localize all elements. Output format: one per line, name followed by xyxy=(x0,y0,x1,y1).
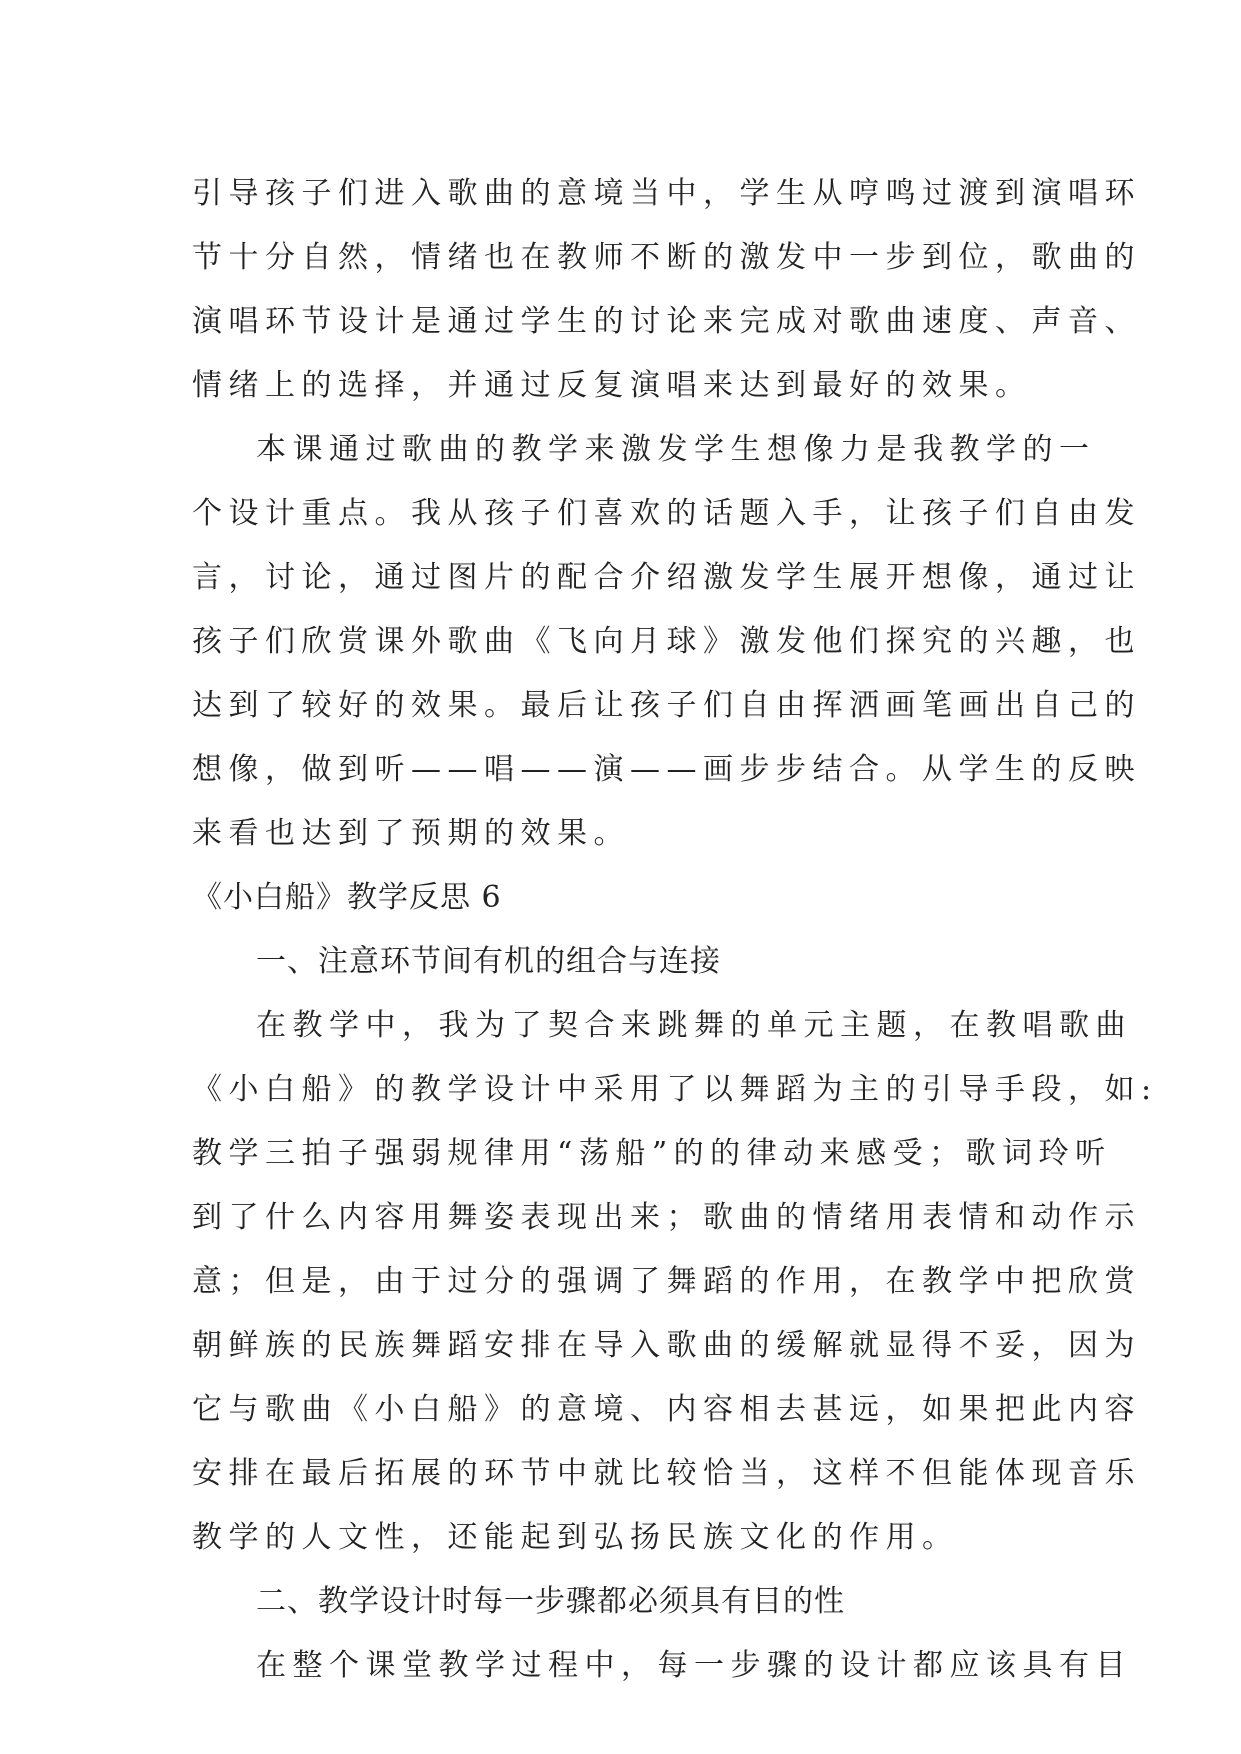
text-line: 《小白船》的教学设计中采用了以舞蹈为主的引导手段，如: xyxy=(192,1072,1158,1107)
text-line: 意；但是，由于过分的强调了舞蹈的作用，在教学中把欣赏 xyxy=(192,1264,1141,1299)
text-line: 达到了较好的效果。最后让孩子们自由挥洒画笔画出自己的 xyxy=(192,688,1141,723)
text-line: 个设计重点。我从孩子们喜欢的话题入手，让孩子们自由发 xyxy=(192,496,1141,531)
text-line: 演唱环节设计是通过学生的讨论来完成对歌曲速度、声音、 xyxy=(192,304,1141,339)
text-line: 它与歌曲《小白船》的意境、内容相去甚远，如果把此内容 xyxy=(192,1392,1141,1427)
text-line: 想像，做到听——唱——演——画步步结合。从学生的反映 xyxy=(192,752,1141,787)
text-line: 朝鲜族的民族舞蹈安排在导入歌曲的缓解就显得不妥，因为 xyxy=(192,1328,1141,1363)
paragraph-start-line: 本课通过歌曲的教学来激发学生想像力是我教学的一 xyxy=(256,432,1096,467)
text-line: 孩子们欣赏课外歌曲《飞向月球》激发他们探究的兴趣，也 xyxy=(192,624,1141,659)
text-line: 安排在最后拓展的环节中就比较恰当，这样不但能体现音乐 xyxy=(192,1456,1141,1491)
section-title: 《小白船》教学反思 6 xyxy=(192,880,502,915)
subsection-heading: 一、注意环节间有机的组合与连接 xyxy=(256,944,721,979)
text-line: 引导孩子们进入歌曲的意境当中，学生从哼鸣过渡到演唱环 xyxy=(192,176,1141,211)
text-line: 到了什么内容用舞姿表现出来；歌曲的情绪用表情和动作示 xyxy=(192,1200,1141,1235)
subsection-heading: 二、教学设计时每一步骤都必须具有目的性 xyxy=(256,1584,845,1619)
text-line: 情绪上的选择，并通过反复演唱来达到最好的效果。 xyxy=(192,368,1032,403)
paragraph-start-line: 在教学中，我为了契合来跳舞的单元主题，在教唱歌曲 xyxy=(256,1008,1132,1043)
text-line: 言，讨论，通过图片的配合介绍激发学生展开想像，通过让 xyxy=(192,560,1141,595)
text-line: 教学的人文性，还能起到弘扬民族文化的作用。 xyxy=(192,1520,959,1555)
text-line: 节十分自然，情绪也在教师不断的激发中一步到位，歌曲的 xyxy=(192,240,1141,275)
paragraph-start-line: 在整个课堂教学过程中，每一步骤的设计都应该具有目 xyxy=(256,1648,1132,1683)
text-line: 来看也达到了预期的效果。 xyxy=(192,816,630,851)
document-body xyxy=(192,162,1158,1698)
text-line: 教学三拍子强弱规律用“荡船”的的律动来感受；歌词玲听 xyxy=(192,1136,1112,1171)
